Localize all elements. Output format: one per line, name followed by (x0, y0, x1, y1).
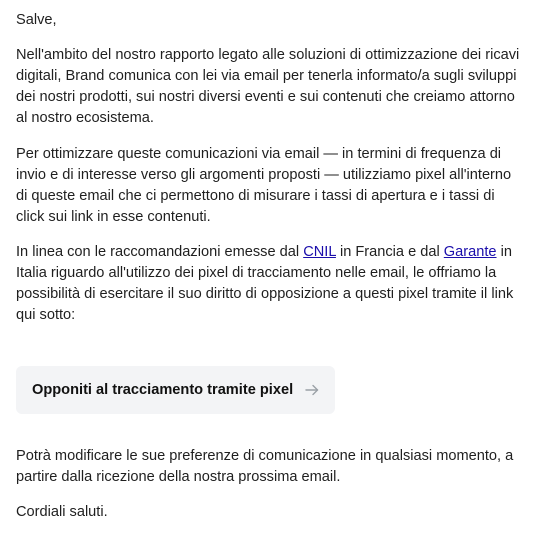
cnil-text-3: in Italia riguardo all'utilizzo dei pixel di tracciamento nelle email, le offriamo la possibilità di esercitare il suo diritto di opposizione a questi pixel tramite il link qui sotto: (16, 244, 514, 323)
greeting: Salve, (16, 12, 57, 28)
paragraph-preferences: Potrà modificare le sue preferenze di comunicazione in qualsiasi momento, a partire dalla ricezione della nostra prossima email. (16, 448, 514, 485)
paragraph-tracking: Per ottimizzare queste comunicazioni via email — in termini di frequenza di invio e di interesse verso gli argomenti proposti — utilizziamo pixel all'interno di queste email che ci permettono di misurare i tassi di apertura e i tassi di click sui link in esse contenuti. (16, 146, 512, 225)
cnil-text-2: in Francia e dal (335, 244, 444, 260)
cnil-link[interactable]: CNIL (303, 244, 336, 260)
optout-button-label: Opponiti al tracciamento tramite pixel (32, 381, 294, 398)
paragraph-cnil (16, 242, 523, 326)
closing: Cordiali saluti. (16, 504, 108, 520)
cnil-text-1: In linea con le raccomandazioni emesse dal (16, 244, 304, 260)
optout-tracking-button[interactable] (16, 366, 335, 414)
paragraph-intro: Nell'ambito del nostro rapporto legato alle soluzioni di ottimizzazione dei ricavi digitali, Brand comunica con lei via email per tenerla informato/a sugli sviluppi dei nostri prodotti, sui nostri diversi eventi e sui contenuti che creiamo attorno al nostro ecosistema. (16, 47, 520, 126)
arrow-right-icon (305, 384, 319, 396)
optout-button-container (16, 366, 523, 414)
garante-link[interactable]: Garante (443, 244, 497, 260)
